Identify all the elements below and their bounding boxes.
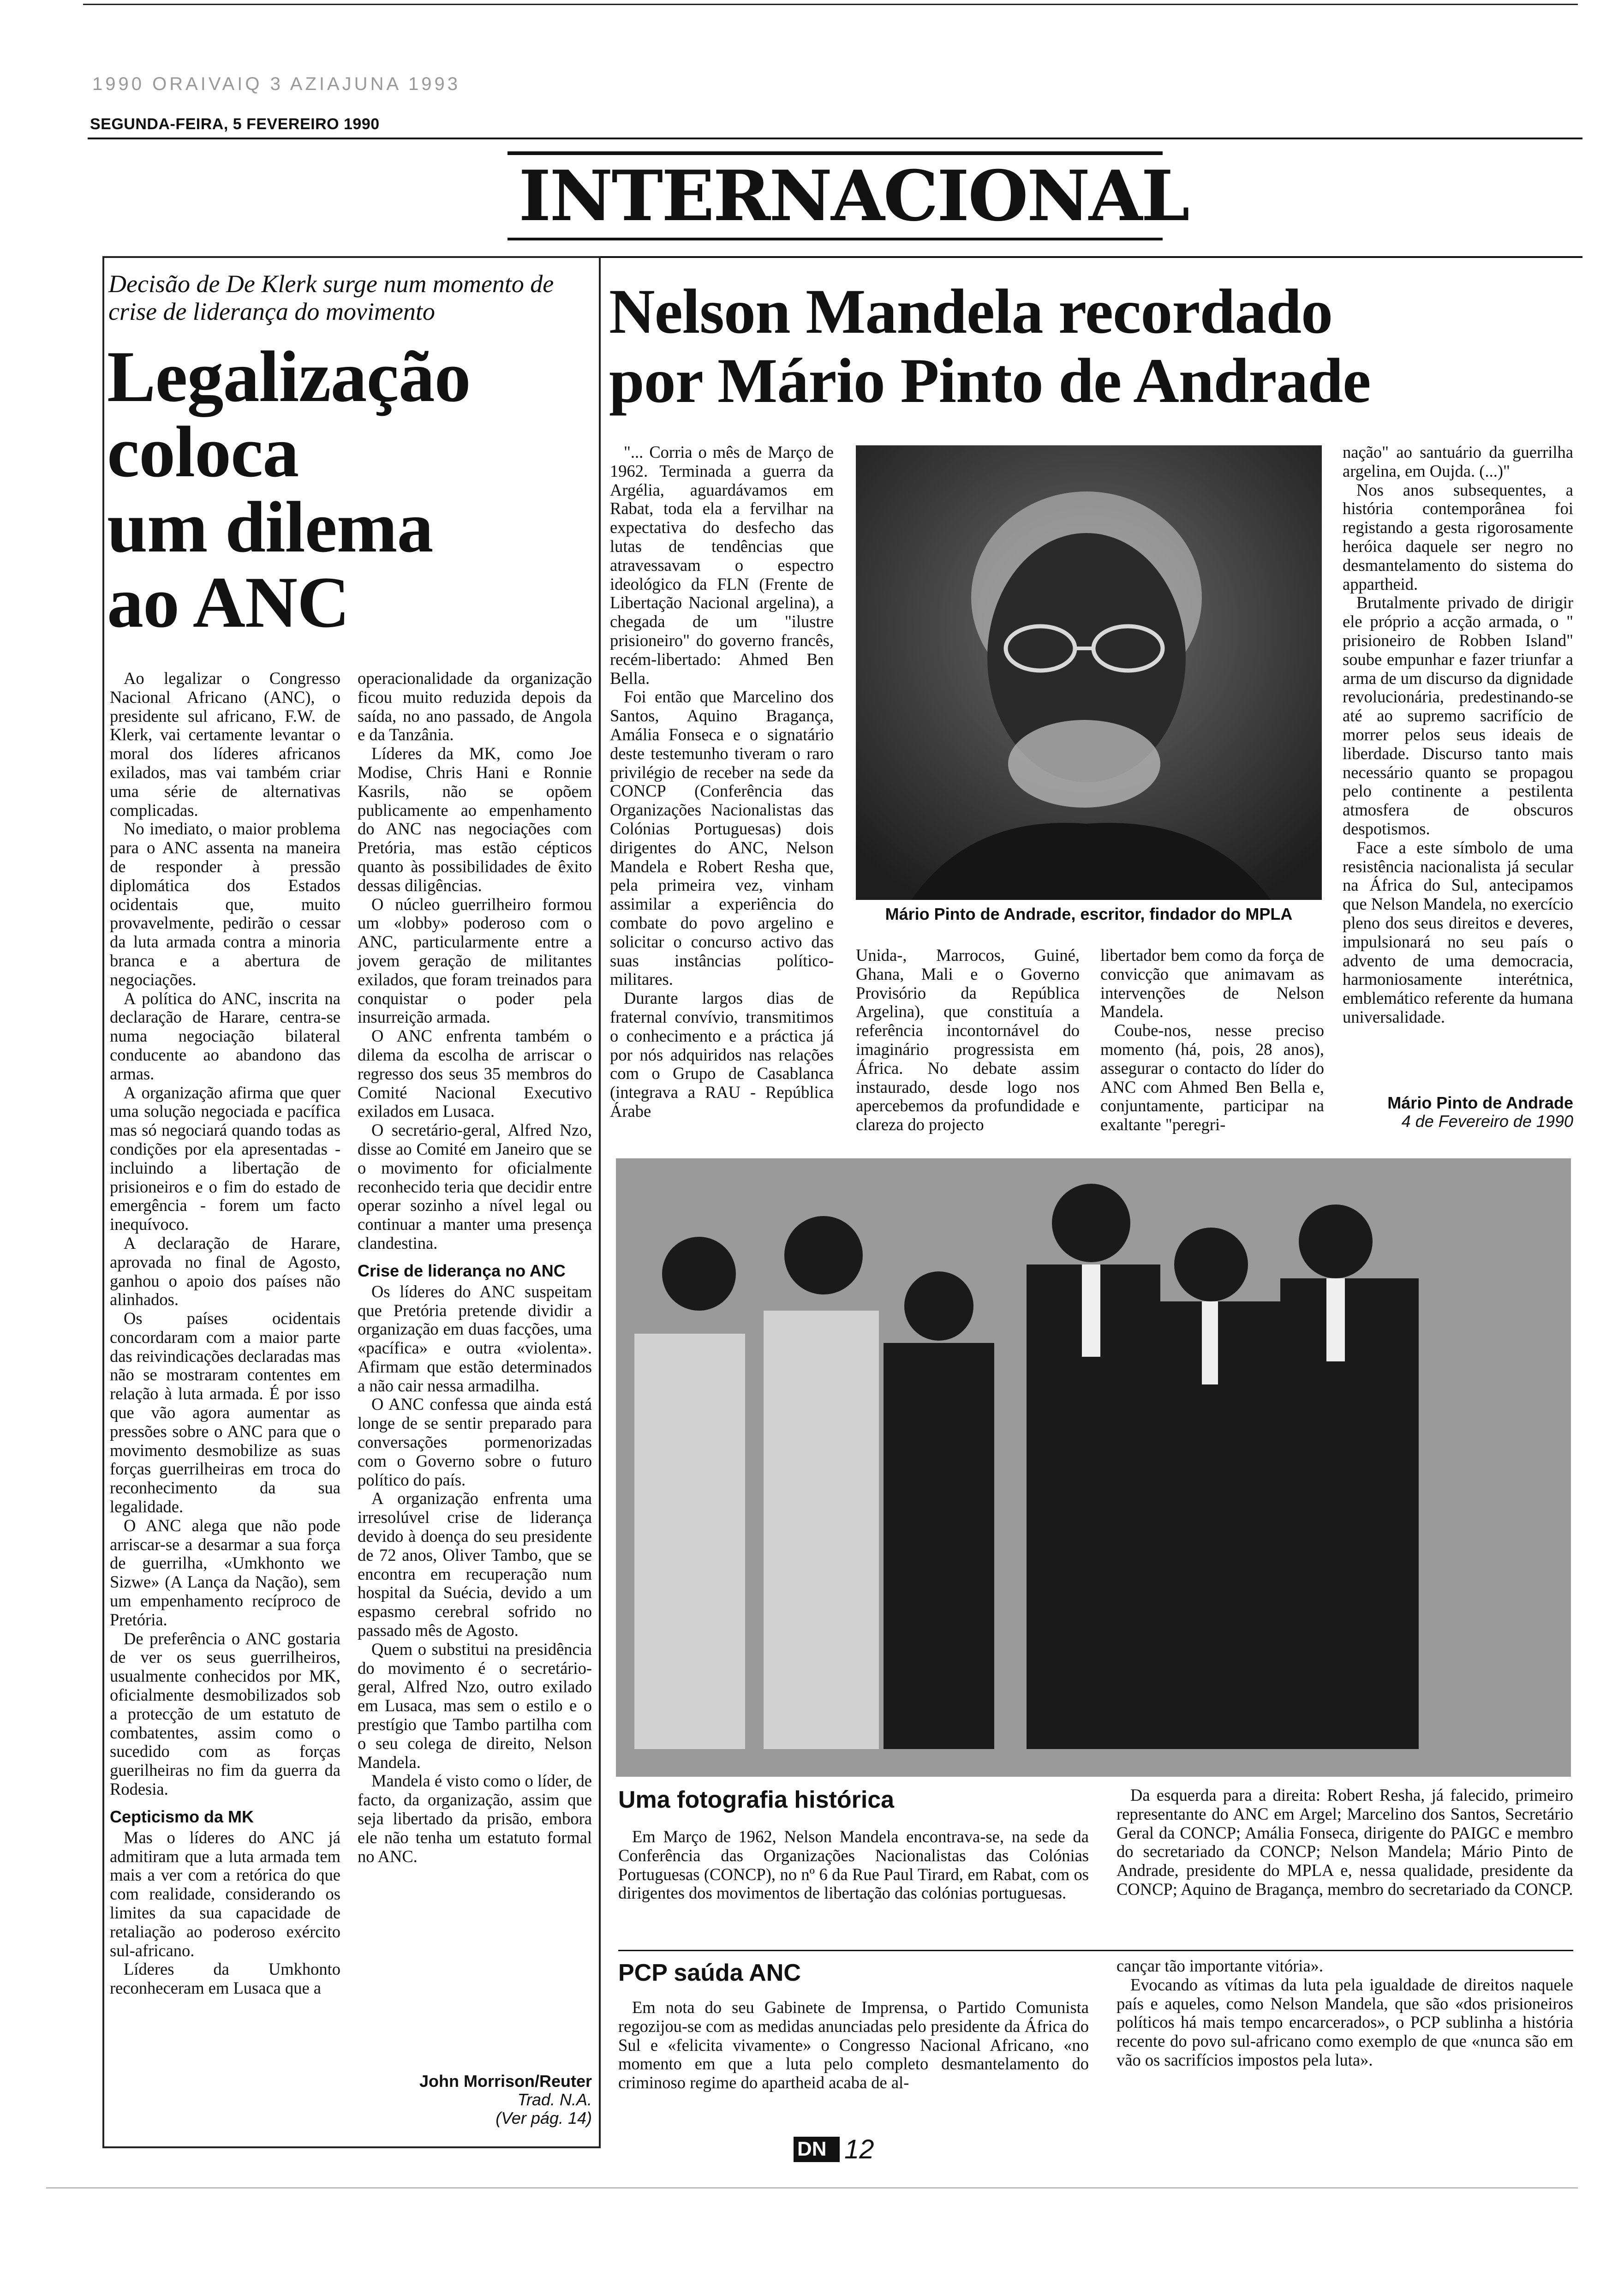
pcp-text-left xyxy=(618,1998,1089,2092)
page-number: 12 xyxy=(844,2134,874,2164)
group-photo-illustration xyxy=(616,1158,1571,1777)
left-article-signature-block xyxy=(358,2072,592,2127)
paragraph: Ao legalizar o Congresso Nacional Africano (ANC), o presidente sul africano, F.W. de Klerk, vai certamente levantar o moral dos líderes africanos exilados, mas vai também criar uma série de alternativas complicadas. xyxy=(110,669,340,820)
paragraph: A organização afirma que quer uma solução negociada e pacífica mas só negociará quando todas as condições por ela apresentadas - incluindo a libertação de prisioneiros e o fim do estado de emergência - forem um facto inequívoco. xyxy=(110,1083,340,1234)
paragraph: operacionalidade da organização ficou muito reduzida depois da saída, no ano passado, de Angola e da Tanzânia. xyxy=(358,669,592,744)
paragraph: Face a este símbolo de uma resistência nacionalista já secular na África do Sul, antecipamos que Nelson Mandela, no exercício pleno dos seus direitos e deveres, impulsionará no seu país o advento de uma democracia, harmoniosamente interétnica, emblemático referente da humana universalidade. xyxy=(1343,838,1573,1026)
paragraph: Brutalmente privado de dirigir ele próprio a acção armada, o " prisioneiro de Robben Island" soube empunhar e fazer triunfar a arma de um discurso da dignidade revolucionária, predestinando-se até ao supremo sacrifício de morrer pelos seus ideais de liberdade. Discurso tanto mais necessário quanto se propagou pelo continente a pestilenta atmosfera de obscuros despotismos. xyxy=(1343,593,1573,838)
paragraph: De preferência o ANC gostaria de ver os seus guerrilheiros, usualmente conhecidos por MK, oficialmente desmobilizados sob a protecção de um estatuto de combatentes, assim como o sucedido com as forças guerilheiras no fim da guerra da Rodesia. xyxy=(110,1629,340,1799)
dateline: SEGUNDA-FEIRA, 5 FEVEREIRO 1990 xyxy=(90,115,380,133)
paragraph: Coube-nos, nesse preciso momento (há, pois, 28 anos), assegurar o contacto do líder do ANC com Ahmed Ben Bella e, conjuntamente, participar na exaltante "peregri- xyxy=(1100,1021,1324,1134)
paragraph: No imediato, o maior problema para o ANC assenta na maneira de responder à pressão diplomática dos Estados ocidentais que, muito provavelmente, pedirão o cessar da luta armada contra a minoria branca e a abertura de negociações. xyxy=(110,819,340,989)
section-rule-bottom xyxy=(508,238,1163,240)
author-signature: Mário Pinto de Andrade xyxy=(1387,1093,1573,1112)
paragraph: nação" ao santuário da guerrilha argelina, em Oujda. (...)" xyxy=(1343,443,1573,480)
kicker: Decisão de De Klerk surge num momento de crise de liderança do movimento xyxy=(108,270,554,325)
group-photo xyxy=(616,1158,1571,1777)
portrait-photo xyxy=(856,445,1322,900)
paragraph: A declaração de Harare, aprovada no final de Agosto, ganhou o apoio dos países não alinhados. xyxy=(110,1233,340,1309)
paragraph: Nos anos subsequentes, a história contemporânea foi registando a gesta rigorosamente heróica daquele ser negro no desmantelamento do sistema do appartheid. xyxy=(1343,480,1573,593)
header-rule xyxy=(88,138,1582,139)
paragraph: A política do ANC, inscrita na declaração de Harare, centra-se numa negociação bilateral conducente ao abandono das armas. xyxy=(110,989,340,1083)
paragraph: O ANC confessa que ainda está longe de se sentir preparado para conversações pormenorizadas com o Governo sobre o futuro político do país. xyxy=(358,1395,592,1489)
paragraph: Quem o substitui na presidência do movimento é o secretário-geral, Alfred Nzo, outro exilado em Lusaca, mas sem o estilo e o prestígio que Tambo partilha com o seu colega de direito, Nelson Mandela. xyxy=(358,1639,592,1772)
pcp-text-right xyxy=(1116,1957,1573,2070)
headline-line: Nelson Mandela recordado xyxy=(609,276,1333,347)
headline-line: coloca xyxy=(107,412,299,492)
portrait-illustration xyxy=(856,445,1322,900)
right-article-column-1 xyxy=(610,443,834,1121)
subheading: Crise de liderança no ANC xyxy=(358,1261,566,1280)
bottom-border xyxy=(46,2187,1578,2188)
continued-note: (Ver pág. 14) xyxy=(496,2109,592,2127)
paragraph: O núcleo guerrilheiro formou um «lobby» poderoso com o ANC, particularmente entre a jovem geração de militantes exilados, que foram treinados para conquistar o poder pela insurreição armada. xyxy=(358,894,592,1027)
portrait-caption: Mário Pinto de Andrade, escritor, findador do MPLA xyxy=(885,905,1293,923)
paragraph: Os líderes do ANC suspeitam que Pretória pretende dividir a organização em duas facções, uma «pacífica» e outra «violenta». Afirmam que estão determinados a não cair nessa armadilha. xyxy=(358,1282,592,1395)
pcp-rule xyxy=(618,1950,1573,1951)
bleed-through-text: 1990 ORAIVAIQ 3 AZIAJUNA 1993 xyxy=(92,74,461,94)
paragraph: O ANC alega que não pode arriscar-se a desarmar a sua força de guerrilha, «Umkhonto we Sizwe» (A Lança da Nação), sem um empenhamento recíproco de Pretória. xyxy=(110,1516,340,1629)
section-title: INTERNACIONAL xyxy=(519,156,1188,237)
right-headline xyxy=(609,277,1578,415)
paragraph: Durante largos dias de fraternal convívio, transmitimos o conhecimento e a práctica já por nós adquiridos nas relações com o Grupo de Casablanca (integrava a RAU - República Árabe xyxy=(610,989,834,1121)
paragraph: Os países ocidentais concordaram com a maior parte das reivindicações declaradas mas não se mostraram contentes em relação à luta armada. É por isso que vão agora aumentar as pressões sobre o ANC para que o movimento desmobilize as suas forças guerrilheiras em troca do reconhecimento da sua legalidade. xyxy=(110,1309,340,1516)
pcp-paragraph: Evocando as vítimas da luta pela igualdade de direitos naquele país e aqueles, como Nelson Mandela, que são «dos prisioneiros políticos há mais tempo encarcerados», o PCP sublinha a história recente do povo sul-africano como exemplo de que «nunca são em vão os sacrifícios impostos pela luta». xyxy=(1116,1975,1573,2069)
right-article-signature-block xyxy=(1343,1094,1573,1131)
right-article-column-3 xyxy=(1100,946,1324,1134)
pcp-title: PCP saúda ANC xyxy=(618,1959,801,1986)
pcp-paragraph: Em nota do seu Gabinete de Imprensa, o Partido Comunista regozijou-se com as medidas anunciadas pelo presidente da África do Sul e «felicita vivamente» o Congresso Nacional Africano, «no momento em que a luta pelo completo desmantelamento do criminoso regime do apartheid acaba de al- xyxy=(618,1998,1089,2092)
left-article-column-1 xyxy=(110,669,340,1998)
right-article-column-2 xyxy=(856,946,1080,1134)
right-article-column-4 xyxy=(1343,443,1573,1027)
paragraph: Mandela é visto como o líder, de facto, da organização, assim que seja libertado da prisão, embora ele não tenha um estatuto formal no ANC. xyxy=(358,1771,592,1866)
signature-date: 4 de Fevereiro de 1990 xyxy=(1401,1112,1573,1131)
translator-note: Trad. N.A. xyxy=(517,2090,592,2109)
headline-line: por Mário Pinto de Andrade xyxy=(609,345,1371,416)
paragraph: Mas o líderes do ANC já admitiram que a luta armada tem mais a ver com a retórica do que com realidade, considerando os limites da sua capacidade de retaliação ao poderoso exército sul-africano. xyxy=(110,1828,340,1960)
photo-story-text xyxy=(618,1828,1089,1903)
top-border xyxy=(83,4,1578,5)
paragraph: Líderes da Umkhonto reconheceram em Lusaca que a xyxy=(110,1959,340,1998)
left-article-column-2 xyxy=(358,669,592,1866)
headline-line: Legalização xyxy=(107,336,471,417)
right-article-rule xyxy=(600,256,1582,258)
author-signature: John Morrison/Reuter xyxy=(419,2072,592,2091)
photo-story-title: Uma fotografia histórica xyxy=(618,1786,895,1813)
headline-line: um dilema xyxy=(107,487,433,568)
paragraph: Foi então que Marcelino dos Santos, Aquino Bragança, Amália Fonseca e o signatário deste testemunho tiveram o raro privilégio de receber na sede da CONCP (Conferência das Organizações Nacionalistas das Colónias Portuguesas) dois dirigentes do ANC, Nelson Mandela e Robert Resha que, pela primeira vez, vinham assimilar a experiência do combate do povo argelino e solicitar o concurso activo das suas instâncias político-militares. xyxy=(610,687,834,989)
subheading: Cepticismo da MK xyxy=(110,1807,254,1826)
dn-logo-text: DN xyxy=(797,2138,827,2160)
paragraph: "... Corria o mês de Março de 1962. Terminada a guerra da Argélia, aguardávamos em Rabat, toda ela a fervilhar na expectativa do desfecho das lutas de tendências que atravessavam o espectro ideológico da FLN (Frente de Libertação Nacional argelina), a chegada de um "ilustre prisioneiro" do governo francês, recém-libertado: Ahmed Ben Bella. xyxy=(610,443,834,688)
paragraph: O secretário-geral, Alfred Nzo, disse ao Comité em Janeiro que se o movimento for oficialmente reconhecido teria que decidir entre operar sozinho a nível legal ou continuar a manter uma presença clandestina. xyxy=(358,1121,592,1252)
pcp-paragraph: cançar tão importante vitória». xyxy=(1116,1956,1323,1975)
paragraph: A organização enfrenta uma irresolúvel crise de liderança devido à doença do seu presidente de 72 anos, Oliver Tambo, que se encontra em recuperação num hospital da Suécia, devido a um espasmo cerebral sofrido no passado mês de Agosto. xyxy=(358,1489,592,1640)
photo-story-paragraph: Em Março de 1962, Nelson Mandela encontrava-se, na sede da Conferência das Organizações Nacionalistas das Colónias Portuguesas (CONCP), no nº 6 da Rue Paul Tirard, em Rabat, com os dirigentes dos movimentos de libertação das colónias portuguesas. xyxy=(618,1827,1089,1903)
photo-caption-list xyxy=(1116,1786,1573,1899)
paragraph: O ANC enfrenta também o dilema da escolha de arriscar o regresso dos seus 35 membros do Comité Nacional Executivo exilados em Lusaca. xyxy=(358,1026,592,1121)
left-headline xyxy=(107,336,596,643)
photo-story-paragraph: Da esquerda para a direita: Robert Resha, já falecido, primeiro representante do ANC em Argel; Marcelino dos Santos, Secretário Geral da CONCP; Amália Fonseca, dirigente do PAIGC e membro do secretariado da CONCP; Nelson Mandela; Mário Pinto de Andrade, presidente do MPLA e, nessa qualidade, presidente da CONCP; Aquino de Bragança, membro do secretariado da CONCP. xyxy=(1116,1786,1573,1899)
section-rule-top xyxy=(508,151,1163,155)
paragraph: Unida-, Marrocos, Guiné, Ghana, Mali e o Governo Provisório da República Argelina), que constituía a referência incontornável do imaginário progressista em África. No debate assim instaurado, desde logo nos apercebemos da profundidade e clareza do projecto xyxy=(856,946,1080,1134)
paragraph: libertador bem como da força de convicção que animavam as intervenções de Nelson Mandela. xyxy=(1100,946,1324,1021)
paragraph: Líderes da MK, como Joe Modise, Chris Hani e Ronnie Kasrils, não se opõem publicamente ao empenhamento do ANC nas negociações com Pretória, mas estão cépticos quanto às possibilidades de êxito dessas diligências. xyxy=(358,744,592,895)
headline-line: ao ANC xyxy=(107,562,350,643)
